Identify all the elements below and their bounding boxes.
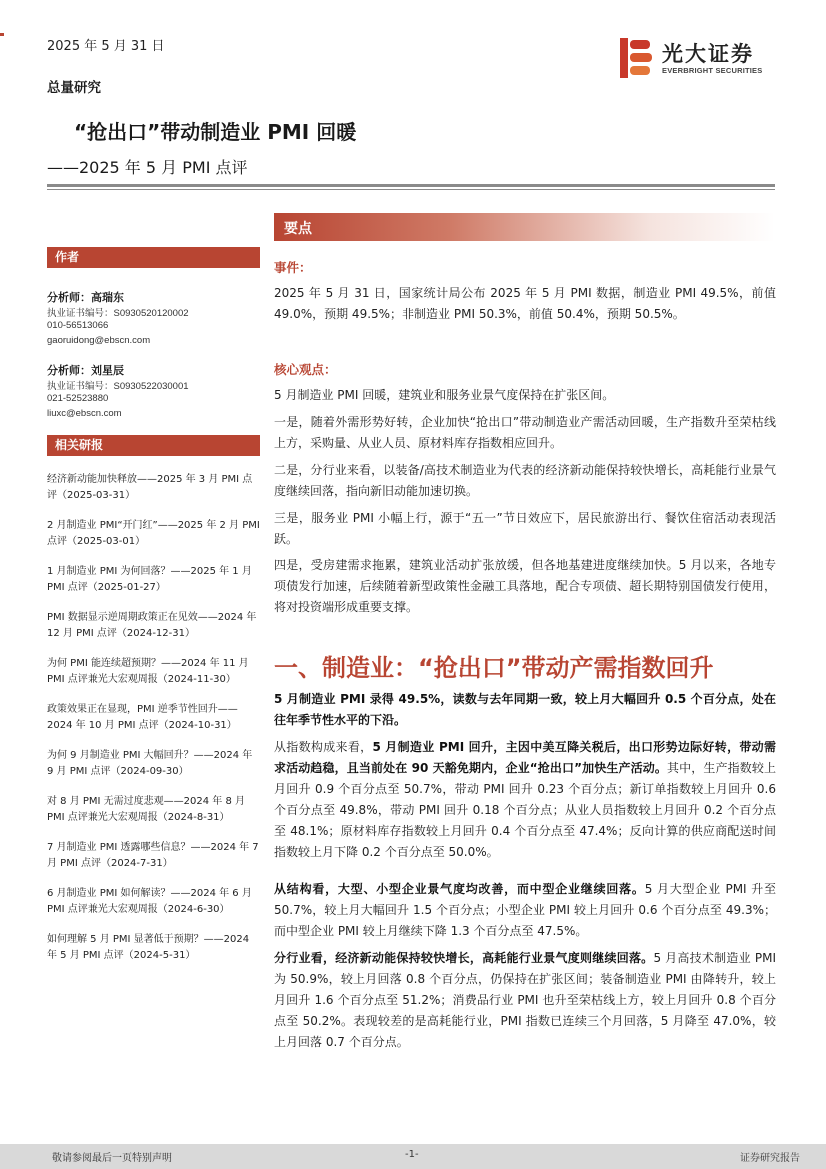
related-reports-header: 相关研报 [47,435,260,456]
related-report-link[interactable]: 6 月制造业 PMI 如何解读？——2024 年 6 月 PMI 点评兼光大宏观周报（2024-6-30） [47,888,252,915]
related-report-link[interactable]: 2 月制造业 PMI“开门红”——2025 年 2 月 PMI 点评（2025-03-01） [47,520,260,547]
section-paragraph [274,737,776,863]
report-type: 证券研究报告 [740,1153,800,1164]
analyst-phone: 021-52523880 [47,393,109,404]
section-lead: 5 月制造业 PMI 录得 49.5%，读数与去年同期一致，较上月大幅回升 0.5 个百分点，处在往年季节性水平的下沿。 [274,692,776,727]
report-category: 总量研究 [47,80,101,96]
related-report-link[interactable]: 7 月制造业 PMI 透露哪些信息？——2024 年 7 月 PMI 点评（2024-7-31） [47,842,259,869]
analyst-cert: 执业证书编号：S0930520120002 [47,308,189,319]
header-rule [47,184,775,187]
disclaimer-note: 敬请参阅最后一页特别声明 [52,1153,172,1164]
analyst-name: 分析师：高瑞东 [47,291,124,304]
core-views-label: 核心观点： [274,362,337,377]
logo-cn: 光大证券 [662,42,754,66]
paragraph-body: 5 月高技术制造业 PMI 为 50.9%，较上月回落 0.8 个百分点，仍保持在扩张区间；装备制造业 PMI 由降转升，较上月回升 1.6 个百分点至 51.2%；消费品行业 PMI 也升至荣枯线上方，较上月回升 0.8 个百分点至 50.2%。表现较差的是高耗能行业，PMI 指数已连续三个月回落，5 月降至 47.0%，较上月回落 0.7 个百分点。 [274,951,776,1049]
everbright-logo-icon [618,38,654,78]
section-paragraph [274,948,776,1053]
related-report-link[interactable]: 经济新动能加快释放——2025 年 3 月 PMI 点评（2025-03-31） [47,474,253,501]
related-report-link[interactable]: 1 月制造业 PMI 为何回落？——2025 年 1 月 PMI 点评（2025-01-27） [47,566,252,593]
analyst-email[interactable]: gaoruidong@ebscn.com [47,335,151,346]
corner-mark [0,33,4,36]
report-date: 2025 年 5 月 31 日 [47,39,165,54]
report-title: “抢出口”带动制造业 PMI 回暖 [74,120,357,144]
logo-en: EVERBRIGHT SECURITIES [662,66,763,75]
paragraph-body: 5 月大型企业 PMI 升至 50.7%，较上月大幅回升 1.5 个百分点；小型企业 PMI 较上月回升 0.6 个百分点至 49.3%；而中型企业 PMI 较上月继续下降 1.3 个百分点至 47.5%。 [274,882,776,938]
event-text: 2025 年 5 月 31 日，国家统计局公布 2025 年 5 月 PMI 数据，制造业 PMI 49.5%，前值 49.0%，预期 49.5%；非制造业 PMI 50.3%，前值 50.4%，预期 50.5%。 [274,286,776,321]
analyst-name: 分析师：刘星辰 [47,364,124,377]
section-paragraph [274,879,776,942]
paragraph-body: 其中，生产指数较上月回升 0.9 个百分点至 50.7%，带动 PMI 回升 0.23 个百分点；新订单指数较上月回升 0.6 个百分点至 49.8%，带动 PMI 回升 0.18 个百分点；从业人员指数较上月回升 0.2 个百分点至 48.1%；原材料库存指数较上月回升 0.4 个百分点至 47.4%；反向计算的供应商配送时间指数较上月下降 0.2 个百分点至 50.0%。 [274,761,776,859]
paragraph-intro: 从指数构成来看， [274,740,373,754]
core-view-paragraph: 二是，分行业来看，以装备/高技术制造业为代表的经济新动能保持较快增长，高耗能行业景气度继续回落，指向新旧动能加速切换。 [274,463,776,498]
header-rule-thin [47,189,775,190]
paragraph-emphasis: 5 月制造业 PMI 回升，主因中美互降关税后，出口形势边际好转，带动需求活动趋稳，且当前处在 90 天豁免期内，企业“抢出口”加快生产活动。 [274,740,776,775]
paragraph-emphasis: 分行业看，经济新动能保持较快增长，高耗能行业景气度则继续回落。 [274,951,654,965]
analyst-phone: 010-56513066 [47,320,109,331]
section-heading: 一、制造业：“抢出口”带动产需指数回升 [274,654,714,682]
related-report-link[interactable]: 为何 9 月制造业 PMI 大幅回升？——2024 年 9 月 PMI 点评（2024-09-30） [47,750,253,777]
report-subtitle: ——2025 年 5 月 PMI 点评 [47,158,248,177]
analyst-cert: 执业证书编号：S0930522030001 [47,381,189,392]
related-report-link[interactable]: 政策效果正在显现，PMI 逆季节性回升——2024 年 10 月 PMI 点评（2024-10-31） [47,704,238,731]
related-report-link[interactable]: 为何 PMI 能连续超预期？——2024 年 11 月 PMI 点评兼光大宏观周报（2024-11-30） [47,658,249,685]
related-report-link[interactable]: 对 8 月 PMI 无需过度悲观——2024 年 8 月 PMI 点评兼光大宏观周报（2024-8-31） [47,796,246,823]
keypoints-banner [274,213,775,241]
core-view-paragraph: 一是，随着外需形势好转，企业加快“抢出口”带动制造业产需活动回暖，生产指数升至荣枯线上方，采购量、从业人员、原材料库存指数相应回升。 [274,415,776,450]
event-label: 事件： [274,260,312,275]
paragraph-emphasis: 从结构看，大型、小型企业景气度均改善，而中型企业继续回落。 [274,882,645,896]
related-report-link[interactable]: PMI 数据显示逆周期政策正在见效——2024 年 12 月 PMI 点评（2024-12-31） [47,612,257,639]
core-view-paragraph: 三是，服务业 PMI 小幅上行，源于“五一”节日效应下，居民旅游出行、餐饮住宿活动表现活跃。 [274,511,776,546]
related-report-link[interactable]: 如何理解 5 月 PMI 显著低于预期？——2024 年 5 月 PMI 点评（2024-5-31） [47,934,250,961]
keypoints-label: 要点 [284,221,312,237]
core-view-paragraph: 5 月制造业 PMI 回暖，建筑业和服务业景气度保持在扩张区间。 [274,388,615,402]
page-number: -1- [405,1149,419,1160]
page-footer [0,1144,826,1169]
everbright-logo [618,36,768,80]
core-view-paragraph: 四是，受房建需求拖累，建筑业活动扩张放缓，但各地基建进度继续加快。5 月以来，各地专项债发行加速，后续随着新型政策性金融工具落地，配合专项债、超长期特别国债发行使用，将对投资端形成重要支撑。 [274,558,776,614]
analyst-email[interactable]: liuxc@ebscn.com [47,408,122,419]
author-header: 作者 [47,247,260,268]
